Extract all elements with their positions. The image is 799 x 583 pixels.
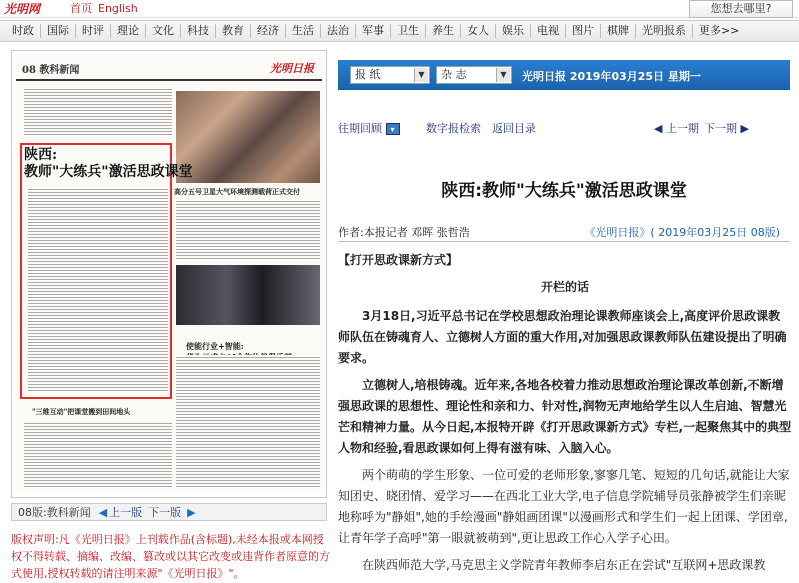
paper-header — [16, 55, 322, 81]
nav-item[interactable]: 法治 — [321, 24, 356, 38]
prev-issue-label: 上一期 — [665, 122, 699, 135]
paper-text-block — [24, 87, 172, 137]
newspaper-toolbar — [338, 60, 790, 90]
nav-item[interactable]: 生活 — [286, 24, 321, 38]
site-logo[interactable]: 光明网 — [4, 2, 41, 16]
chevron-down-icon: ▼ — [496, 68, 510, 82]
paper-headline — [24, 147, 193, 181]
section-tag: 【打开思政课新方式】 — [338, 253, 459, 267]
opening-heading: 开栏的话 — [540, 280, 589, 294]
top-bar — [0, 0, 799, 18]
newspaper-select[interactable] — [350, 66, 430, 84]
nav-item[interactable]: 女人 — [461, 24, 496, 38]
issue-navigation — [338, 118, 790, 136]
page-bar-label[interactable]: 08版:教科新闻 — [18, 506, 91, 519]
prev-arrow-icon: ◀ — [98, 505, 108, 519]
nav-item[interactable]: 养生 — [426, 24, 461, 38]
paper-photo-event — [176, 265, 320, 325]
next-arrow-icon: ▶ — [187, 505, 196, 519]
nav-item[interactable]: 更多>> — [699, 24, 740, 37]
article-source[interactable]: 《光明日报》( 2019年03月25日 08版) — [584, 226, 780, 239]
nav-item[interactable]: 时评 — [76, 24, 111, 38]
issue-date: 光明日报 2019年03月25日 星期一 — [522, 70, 701, 83]
paper-sub2-line1: 使能行业+智能: — [186, 341, 244, 351]
digital-search-link[interactable]: 数字报检索 — [426, 122, 481, 135]
nav-item[interactable]: 棋牌 — [601, 24, 636, 38]
nav-item[interactable]: 教育 — [216, 24, 251, 38]
article-paragraph: 立德树人,培根铸魂。近年来,各地各校着力推动思想政治理论课改革创新,不断增强思政课的思想性、理论性和亲和力、针对性,润物无声地给学生以人生启迪、智慧光芒和精神力量。从今日起,本报特开辟《打开思政课新方式》专栏,一起聚焦其中的典型人物和经验,看思政课如何上得有滋有味、入脑入心。 — [338, 378, 792, 455]
prev-issue[interactable] — [654, 120, 699, 136]
nav-item[interactable]: 理论 — [111, 24, 146, 38]
next-issue[interactable] — [704, 120, 749, 136]
past-issues-label: 往期回顾 — [338, 122, 382, 135]
next-page-link[interactable]: 下一版 — [148, 506, 182, 519]
paper-text-block — [24, 421, 172, 487]
nav-item[interactable]: 文化 — [146, 24, 181, 38]
calendar-dropdown-icon[interactable]: ▾ — [386, 123, 400, 135]
nav-item[interactable]: 时政 — [6, 24, 41, 38]
nav-item[interactable]: 国际 — [41, 24, 76, 38]
nav-item[interactable]: 卫生 — [391, 24, 426, 38]
paper-subheadline-field: "三维互动"把课堂搬到田间地头 — [32, 407, 131, 416]
prev-arrow-icon: ◀ — [654, 122, 666, 135]
next-arrow-icon: ▶ — [737, 122, 749, 135]
nav-item[interactable]: 光明报系 — [636, 24, 693, 38]
paper-text-block — [176, 199, 320, 261]
article-paragraph: 两个萌萌的学生形象、一位可爱的老师形象,寥寥几笔、短短的几句话,就能让大家知团史、晓团情、爱学习——在西北工业大学,电子信息学院辅导员张静被学生们亲昵地称呼为"静姐",她的手绘漫画"静姐画团课"以漫画形式和学生们一起上团课、学团章,让青年学子高呼"第一眼就被萌到",更让思政工作心入学子心田。 — [338, 468, 790, 545]
past-issues[interactable] — [338, 120, 400, 136]
nav-item[interactable]: 经济 — [251, 24, 286, 38]
back-to-contents-link[interactable]: 返回目录 — [492, 122, 536, 135]
newspaper-page-frame — [11, 50, 327, 498]
paper-headline-line2: 教师"大练兵"激活思政课堂 — [24, 164, 193, 180]
selected-article-highlight[interactable] — [20, 143, 172, 399]
copyright-notice: 版权声明:凡《光明日报》上刊载作品(含标题),未经本报或本网授权不得转载、摘编、改编、篡改或以其它改变或违背作者原意的方式使用,授权转载的请注明来源"《光明日报》"。 — [11, 533, 330, 580]
where-to-go-button[interactable]: 您想去哪里? — [689, 0, 793, 18]
article-author: 作者:本报记者 邓晖 张哲浩 — [338, 226, 470, 239]
magazine-select-value: 杂 志 — [441, 68, 467, 81]
chevron-down-icon: ▼ — [414, 68, 428, 82]
paper-subheadline-satellite: 高分五号卫星大气环境探测载荷正式交付 — [174, 187, 300, 196]
article-paragraph: 3月18日,习近平总书记在学校思想政治理论课教师座谈会上,高度评价思政课教师队伍在铸魂育人、立德树人方面的重大作用,对加强思政课教师队伍建设提出了明确要求。 — [338, 309, 787, 365]
page-navigation-bar — [11, 503, 327, 521]
paper-photo-students — [176, 91, 320, 183]
paper-masthead: 光明日报 — [270, 62, 314, 75]
article-title: 陕西:教师"大练兵"激活思政课堂 — [441, 181, 687, 201]
article-paragraph: 在陕西师范大学,马克思主义学院青年教师李启东正在尝试"互联网+思政课教 — [362, 558, 766, 572]
main-nav — [0, 20, 799, 42]
newspaper-select-value: 报 纸 — [355, 68, 381, 81]
article-byline — [338, 222, 790, 242]
article-body — [338, 250, 792, 582]
paper-page-label: 08 教科新闻 — [22, 65, 80, 76]
home-link[interactable]: 首页 — [70, 2, 92, 15]
nav-item[interactable]: 军事 — [356, 24, 391, 38]
nav-item[interactable]: 电视 — [531, 24, 566, 38]
newspaper-page-image[interactable] — [16, 55, 322, 493]
prev-page-link[interactable]: 上一版 — [109, 506, 143, 519]
nav-item[interactable]: 娱乐 — [496, 24, 531, 38]
english-link[interactable]: English — [98, 2, 138, 15]
paper-headline-line1: 陕西: — [24, 147, 58, 163]
paper-text-block — [176, 355, 320, 487]
nav-item[interactable]: 图片 — [566, 24, 601, 38]
next-issue-label: 下一期 — [704, 122, 737, 135]
nav-item[interactable]: 科技 — [181, 24, 216, 38]
magazine-select[interactable] — [436, 66, 512, 84]
